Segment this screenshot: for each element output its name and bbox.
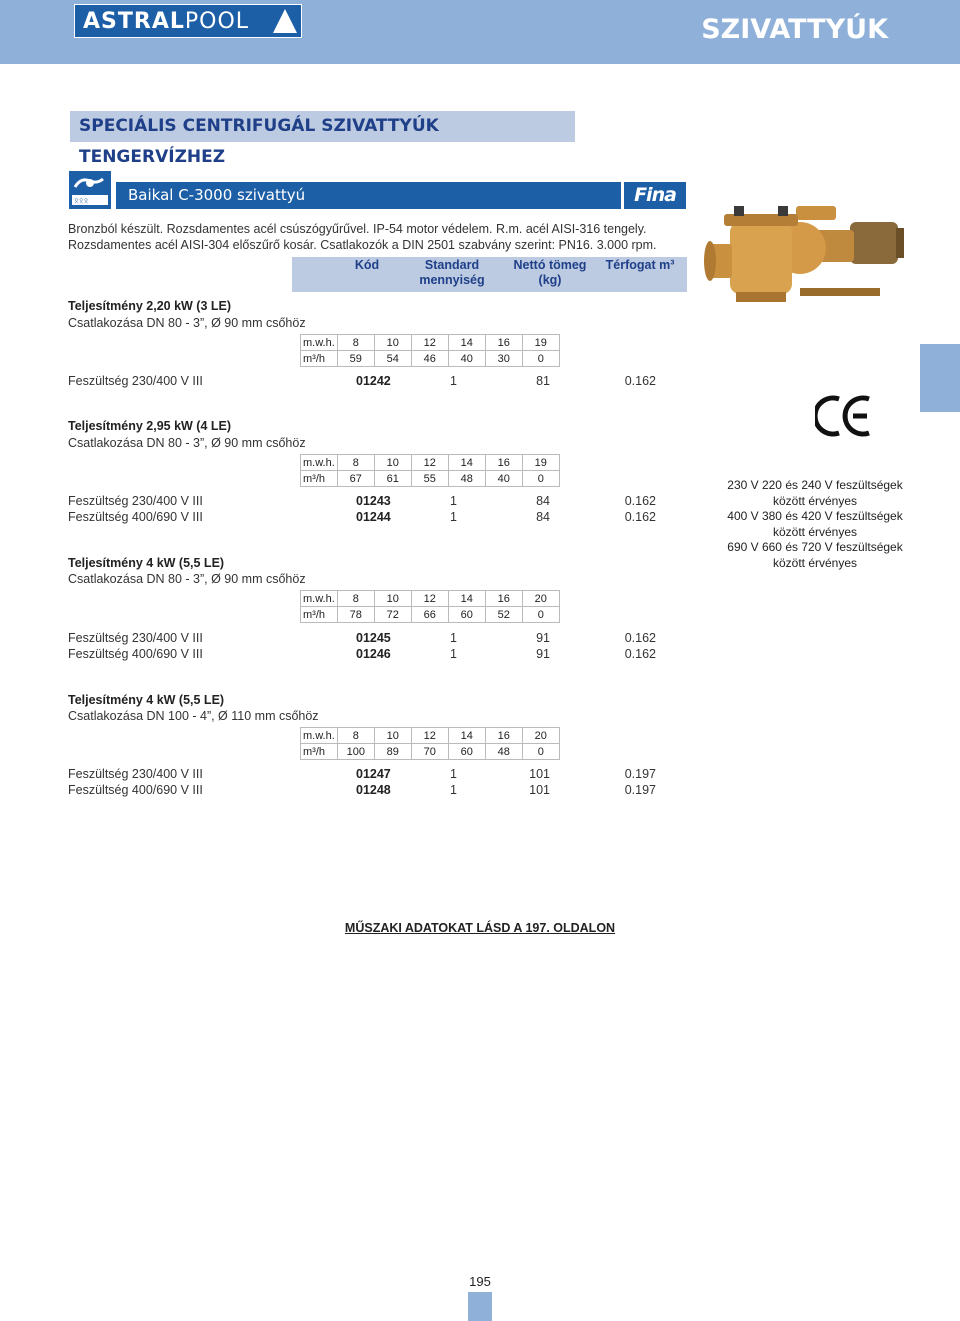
voltage-note-line: között érvényes: [772, 493, 858, 508]
m3h-cell: 54: [374, 351, 411, 367]
performance-table: [300, 590, 560, 623]
voltage-label: Feszültség 230/400 V III: [68, 494, 203, 508]
mwh-cell: 16: [485, 455, 522, 471]
m3h-cell: 48: [485, 744, 522, 760]
voltage-label: Feszültség 400/690 V III: [68, 510, 203, 524]
brand-main: ASTRAL: [83, 8, 185, 34]
net-weight: 81: [536, 374, 550, 388]
standard-qty: 1: [450, 510, 457, 524]
column-standard: Standard mennyiség: [419, 258, 485, 287]
product-title: Baikal C-3000 szivattyú: [116, 182, 621, 209]
m3h-cell: 40: [485, 471, 522, 487]
group-title: Teljesítmény 2,20 kW (3 LE): [68, 299, 232, 313]
m3h-cell: 0: [522, 471, 559, 487]
head-label: m.w.h.: [301, 455, 338, 471]
astralpool-logo: [74, 4, 302, 38]
net-weight: 91: [536, 631, 550, 645]
voltage-note-line: 230 V 220 és 240 V feszültségek: [727, 478, 903, 492]
mwh-cell: 8: [337, 335, 374, 351]
group-title: Teljesítmény 4 kW (5,5 LE): [68, 693, 225, 707]
volume: 0.162: [624, 374, 656, 388]
group-subtitle: Csatlakozása DN 80 - 3”, Ø 90 mm csőhöz: [68, 572, 306, 586]
group-title: Teljesítmény 4 kW (5,5 LE): [68, 556, 225, 570]
standard-qty: 1: [450, 783, 457, 797]
voltage-label: Feszültség 400/690 V III: [68, 647, 203, 661]
page-category-title: SZIVATTYÚK: [701, 14, 888, 45]
pump-image: [700, 200, 910, 315]
volume: 0.162: [624, 494, 656, 508]
mwh-cell: 16: [485, 591, 522, 607]
mwh-cell: 12: [411, 335, 448, 351]
mwh-cell: 10: [374, 455, 411, 471]
volume: 0.162: [624, 510, 656, 524]
m3h-cell: 67: [337, 471, 374, 487]
group-subtitle: Csatlakozása DN 100 - 4”, Ø 110 mm csőhöz: [68, 709, 319, 723]
mwh-cell: 8: [337, 728, 374, 744]
mwh-cell: 12: [411, 728, 448, 744]
volume: 0.197: [624, 783, 656, 797]
voltage-label: Feszültség 230/400 V III: [68, 374, 203, 388]
product-code: 01242: [356, 374, 391, 388]
mwh-cell: 8: [337, 591, 374, 607]
column-terfogat: Térfogat m³: [605, 258, 675, 272]
head-label: m.w.h.: [301, 728, 338, 744]
mwh-cell: 14: [448, 591, 485, 607]
product-code: 01246: [356, 647, 391, 661]
mwh-cell: 16: [485, 335, 522, 351]
footer-note: MŰSZAKI ADATOKAT LÁSD A 197. OLDALON: [344, 921, 616, 935]
side-tab: [920, 344, 960, 412]
standard-qty: 1: [450, 767, 457, 781]
mwh-cell: 8: [337, 455, 374, 471]
standard-qty: 1: [450, 494, 457, 508]
flow-label: m³/h: [301, 744, 338, 760]
product-description: Bronzból készült. Rozsdamentes acél csúszógyűrűvel. IP-54 motor védelem. R.m. acél AISI-316 tengely. Rozsdamentes acél AISI-304 előszűrő kosár. Csatlakozók a DIN 2501 szabvány szerint: PN16. 3.000 rpm.: [68, 222, 657, 252]
standard-qty: 1: [450, 647, 457, 661]
voltage-note-line: között érvényes: [772, 524, 858, 539]
mwh-cell: 10: [374, 728, 411, 744]
mwh-cell: 12: [411, 455, 448, 471]
product-code: 01245: [356, 631, 391, 645]
m3h-cell: 61: [374, 471, 411, 487]
voltage-note-line: között érvényes: [772, 555, 858, 570]
m3h-cell: 52: [485, 607, 522, 623]
head-label: m.w.h.: [301, 335, 338, 351]
group-title: Teljesítmény 2,95 kW (4 LE): [68, 419, 232, 433]
m3h-cell: 40: [448, 351, 485, 367]
volume: 0.162: [624, 647, 656, 661]
m3h-cell: 48: [448, 471, 485, 487]
mwh-cell: 19: [522, 335, 559, 351]
m3h-cell: 72: [374, 607, 411, 623]
m3h-cell: 60: [448, 607, 485, 623]
product-code: 01243: [356, 494, 391, 508]
m3h-cell: 0: [522, 744, 559, 760]
m3h-cell: 100: [337, 744, 374, 760]
m3h-cell: 0: [522, 607, 559, 623]
m3h-cell: 78: [337, 607, 374, 623]
m3h-cell: 59: [337, 351, 374, 367]
flow-label: m³/h: [301, 471, 338, 487]
mwh-cell: 10: [374, 591, 411, 607]
performance-table: [300, 454, 560, 487]
column-kod: Kód: [354, 258, 380, 272]
page-number: 195: [469, 1274, 491, 1289]
product-code: 01244: [356, 510, 391, 524]
standard-qty: 1: [450, 631, 457, 645]
net-weight: 84: [536, 494, 550, 508]
mwh-cell: 16: [485, 728, 522, 744]
voltage-notes: [700, 478, 930, 571]
voltage-label: Feszültség 230/400 V III: [68, 631, 203, 645]
mwh-cell: 20: [522, 728, 559, 744]
flow-label: m³/h: [301, 607, 338, 623]
performance-table: [300, 334, 560, 367]
brand-mark-icon: [273, 9, 297, 33]
volume: 0.197: [624, 767, 656, 781]
group-subtitle: Csatlakozása DN 80 - 3”, Ø 90 mm csőhöz: [68, 436, 306, 450]
brand-sub: POOL: [184, 8, 250, 34]
net-weight: 101: [529, 767, 550, 781]
m3h-cell: 66: [411, 607, 448, 623]
performance-table: [300, 727, 560, 760]
net-weight: 91: [536, 647, 550, 661]
ce-mark-icon: [815, 393, 875, 439]
voltage-note-line: 690 V 660 és 720 V feszültségek: [727, 540, 903, 554]
voltage-label: Feszültség 400/690 V III: [68, 783, 203, 797]
voltage-note-line: 400 V 380 és 420 V feszültségek: [727, 509, 903, 523]
product-code: 01247: [356, 767, 391, 781]
net-weight: 84: [536, 510, 550, 524]
column-header-bar: [292, 257, 687, 292]
net-weight: 101: [529, 783, 550, 797]
flow-label: m³/h: [301, 351, 338, 367]
m3h-cell: 70: [411, 744, 448, 760]
mwh-cell: 19: [522, 455, 559, 471]
voltage-label: Feszültség 230/400 V III: [68, 767, 203, 781]
saltwater-icon: [69, 171, 111, 209]
head-label: m.w.h.: [301, 591, 338, 607]
page-tab: [468, 1292, 492, 1321]
mwh-cell: 14: [448, 455, 485, 471]
mwh-cell: 20: [522, 591, 559, 607]
mwh-cell: 14: [448, 335, 485, 351]
m3h-cell: 89: [374, 744, 411, 760]
m3h-cell: 30: [485, 351, 522, 367]
volume: 0.162: [624, 631, 656, 645]
group-subtitle: Csatlakozása DN 80 - 3”, Ø 90 mm csőhöz: [68, 316, 306, 330]
m3h-cell: 60: [448, 744, 485, 760]
svg-text:ᛟᛟᛟ: ᛟᛟᛟ: [74, 196, 89, 205]
standard-qty: 1: [450, 374, 457, 388]
section-title: SPECIÁLIS CENTRIFUGÁL SZIVATTYÚK TENGERVÍZHEZ: [70, 111, 575, 142]
mwh-cell: 14: [448, 728, 485, 744]
mwh-cell: 10: [374, 335, 411, 351]
column-netto: Nettó tömeg (kg): [513, 258, 587, 287]
m3h-cell: 0: [522, 351, 559, 367]
mwh-cell: 12: [411, 591, 448, 607]
fina-logo: Fina: [624, 182, 686, 209]
product-code: 01248: [356, 783, 391, 797]
m3h-cell: 55: [411, 471, 448, 487]
m3h-cell: 46: [411, 351, 448, 367]
